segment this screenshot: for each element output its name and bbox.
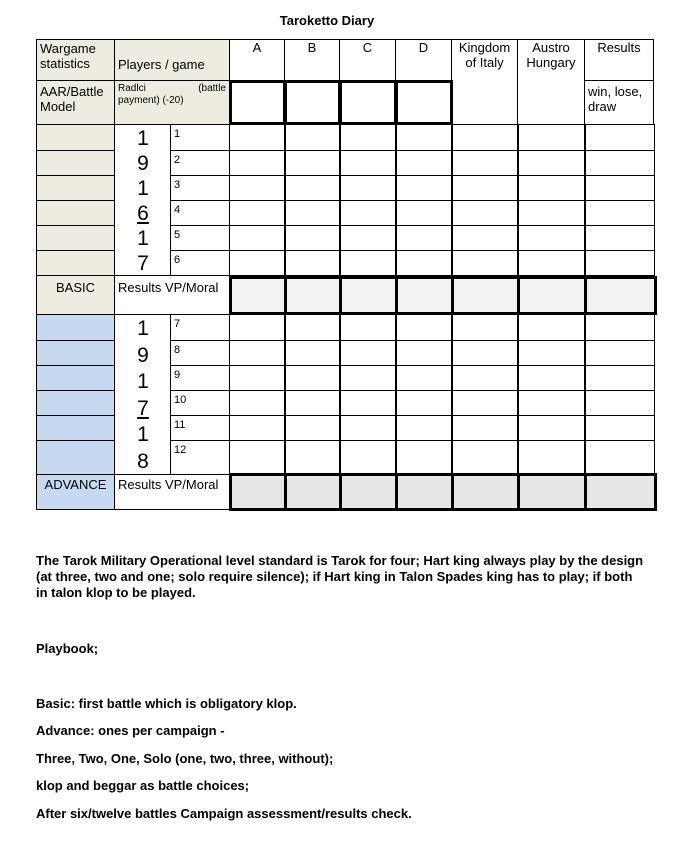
aar-cell-c[interactable] bbox=[339, 80, 397, 125]
entry-cell[interactable] bbox=[517, 175, 586, 201]
basic-results-cell[interactable] bbox=[517, 276, 588, 315]
basic-results-cell[interactable] bbox=[395, 276, 455, 315]
game-number: 11 bbox=[170, 415, 230, 441]
playbook-line-2: Advance: ones per campaign - bbox=[36, 723, 225, 738]
year-digit: 1 bbox=[137, 370, 149, 393]
entry-cell[interactable] bbox=[517, 200, 586, 226]
entry-cell[interactable] bbox=[284, 124, 341, 151]
page-title bbox=[0, 13, 684, 28]
entry-cell[interactable] bbox=[229, 250, 286, 276]
entry-cell[interactable] bbox=[517, 390, 586, 416]
basic_section-stat-cell[interactable] bbox=[36, 250, 115, 276]
entry-cell[interactable] bbox=[339, 225, 397, 251]
entry-cell[interactable] bbox=[517, 365, 586, 391]
advance-results-cell[interactable] bbox=[395, 473, 455, 511]
entry-cell[interactable] bbox=[451, 314, 519, 341]
basic-results-cell[interactable] bbox=[229, 276, 288, 315]
entry-cell[interactable] bbox=[339, 175, 397, 201]
entry-cell[interactable] bbox=[229, 225, 286, 251]
aar-cell-d[interactable] bbox=[395, 80, 453, 125]
entry-cell[interactable] bbox=[229, 314, 286, 341]
entry-cell[interactable] bbox=[229, 150, 286, 176]
entry-cell[interactable] bbox=[229, 175, 286, 201]
entry-cell[interactable] bbox=[584, 440, 655, 475]
entry-cell[interactable] bbox=[229, 340, 286, 366]
entry-cell[interactable] bbox=[584, 250, 655, 276]
entry-cell[interactable] bbox=[451, 200, 519, 226]
year-digit: 1 bbox=[137, 127, 149, 150]
year-digit: 7 bbox=[137, 252, 149, 275]
game-number: 12 bbox=[170, 440, 230, 475]
entry-cell[interactable] bbox=[517, 415, 586, 441]
advance_section-stat-cell[interactable] bbox=[36, 415, 115, 441]
entry-cell[interactable] bbox=[395, 124, 453, 151]
game-number: 4 bbox=[170, 200, 230, 226]
basic_section-year-column bbox=[114, 124, 171, 276]
advance_section-stat-cell[interactable] bbox=[36, 314, 115, 341]
entry-cell[interactable] bbox=[339, 390, 397, 416]
entry-cell[interactable] bbox=[229, 365, 286, 391]
results-note: win, lose, draw bbox=[584, 80, 654, 125]
aar-cell-b[interactable] bbox=[284, 80, 341, 125]
entry-cell[interactable] bbox=[517, 440, 586, 475]
entry-cell[interactable] bbox=[451, 365, 519, 391]
entry-cell[interactable] bbox=[229, 390, 286, 416]
entry-cell[interactable] bbox=[451, 175, 519, 201]
radlci-right: (battle bbox=[198, 83, 226, 94]
column-header-b: B bbox=[284, 39, 340, 81]
entry-cell[interactable] bbox=[339, 415, 397, 441]
entry-cell[interactable] bbox=[451, 390, 519, 416]
players-game-header: Players / game bbox=[114, 39, 230, 81]
game-number: 7 bbox=[170, 314, 230, 341]
aar-cell-a[interactable] bbox=[229, 80, 286, 125]
advance-results-label: Results VP/Moral bbox=[114, 474, 230, 510]
entry-cell[interactable] bbox=[584, 365, 655, 391]
entry-cell[interactable] bbox=[229, 440, 286, 475]
entry-cell[interactable] bbox=[451, 150, 519, 176]
game-number: 8 bbox=[170, 340, 230, 366]
advance_section-year-column bbox=[114, 314, 171, 475]
entry-cell[interactable] bbox=[284, 250, 341, 276]
radlci-line1 bbox=[118, 83, 226, 95]
entry-cell[interactable] bbox=[395, 390, 453, 416]
entry-cell[interactable] bbox=[395, 250, 453, 276]
entry-cell[interactable] bbox=[339, 124, 397, 151]
entry-cell[interactable] bbox=[395, 314, 453, 341]
entry-cell[interactable] bbox=[395, 225, 453, 251]
column-header-a: A bbox=[229, 39, 285, 81]
year-digit: 1 bbox=[137, 317, 149, 340]
year-digit: 1 bbox=[137, 227, 149, 250]
entry-cell[interactable] bbox=[339, 200, 397, 226]
playbook-line-3: Three, Two, One, Solo (one, two, three, without); bbox=[36, 751, 334, 766]
game-number: 9 bbox=[170, 365, 230, 391]
intro-paragraph: The Tarok Military Operational level standard is Tarok for four; Hart king always play by the design (at three, two and one; solo require silence); if Hart king in Talon Spades king has to play; if both in talon klop to be played. bbox=[36, 553, 644, 600]
game-number: 1 bbox=[170, 124, 230, 151]
column-header-austro-hungary: Austro Hungary bbox=[517, 39, 585, 125]
entry-cell[interactable] bbox=[451, 250, 519, 276]
game-number: 10 bbox=[170, 390, 230, 416]
entry-cell[interactable] bbox=[229, 200, 286, 226]
advance-results-cell[interactable] bbox=[339, 473, 399, 511]
entry-cell[interactable] bbox=[284, 390, 341, 416]
wargame-statistics-header: Wargame statistics bbox=[36, 39, 115, 81]
advance_section-stat-cell[interactable] bbox=[36, 440, 115, 475]
advance_section-stat-cell[interactable] bbox=[36, 390, 115, 416]
entry-cell[interactable] bbox=[395, 415, 453, 441]
entry-cell[interactable] bbox=[229, 415, 286, 441]
entry-cell[interactable] bbox=[395, 440, 453, 475]
year-digit: 7 bbox=[137, 396, 149, 420]
advance-results-cell[interactable] bbox=[517, 473, 588, 511]
year-digit: 1 bbox=[137, 423, 149, 446]
basic-results-cell[interactable] bbox=[339, 276, 399, 315]
advance-results-cell[interactable] bbox=[451, 473, 521, 511]
entry-cell[interactable] bbox=[517, 250, 586, 276]
entry-cell[interactable] bbox=[584, 225, 655, 251]
entry-cell[interactable] bbox=[584, 415, 655, 441]
entry-cell[interactable] bbox=[451, 340, 519, 366]
game-number: 3 bbox=[170, 175, 230, 201]
year-digit: 6 bbox=[137, 202, 149, 225]
game-number: 6 bbox=[170, 250, 230, 276]
entry-cell[interactable] bbox=[284, 340, 341, 366]
radlci-line2: payment) (-20) bbox=[118, 95, 184, 106]
entry-cell[interactable] bbox=[517, 340, 586, 366]
advance_section-stat-cell[interactable] bbox=[36, 365, 115, 391]
entry-cell[interactable] bbox=[284, 200, 341, 226]
entry-cell[interactable] bbox=[395, 340, 453, 366]
entry-cell[interactable] bbox=[451, 440, 519, 475]
entry-cell[interactable] bbox=[395, 365, 453, 391]
column-header-d: D bbox=[395, 39, 452, 81]
year-digit: 9 bbox=[137, 152, 149, 175]
basic_section-stat-cell[interactable] bbox=[36, 200, 115, 226]
year-digit: 8 bbox=[137, 449, 149, 473]
entry-cell[interactable] bbox=[284, 225, 341, 251]
basic_section-stat-cell[interactable] bbox=[36, 150, 115, 176]
entry-cell[interactable] bbox=[229, 124, 286, 151]
year-digit: 1 bbox=[137, 177, 149, 200]
basic-results-cell[interactable] bbox=[584, 276, 657, 315]
advance_section-stat-cell[interactable] bbox=[36, 340, 115, 366]
entry-cell[interactable] bbox=[284, 175, 341, 201]
game-number: 2 bbox=[170, 150, 230, 176]
radlci-cell bbox=[114, 80, 230, 125]
advance-results-cell[interactable] bbox=[284, 473, 343, 511]
advance-results-cell[interactable] bbox=[229, 473, 288, 511]
column-header-results: Results bbox=[584, 39, 654, 81]
basic-results-cell[interactable] bbox=[284, 276, 343, 315]
entry-cell[interactable] bbox=[395, 175, 453, 201]
basic_section-stat-cell[interactable] bbox=[36, 175, 115, 201]
entry-cell[interactable] bbox=[584, 390, 655, 416]
entry-cell[interactable] bbox=[517, 124, 586, 151]
basic-results-label: Results VP/Moral bbox=[114, 275, 230, 315]
basic_section-stat-cell[interactable] bbox=[36, 225, 115, 251]
entry-cell[interactable] bbox=[517, 150, 586, 176]
game-number: 5 bbox=[170, 225, 230, 251]
entry-cell[interactable] bbox=[339, 365, 397, 391]
playbook-line-1: Basic: first battle which is obligatory klop. bbox=[36, 696, 297, 711]
entry-cell[interactable] bbox=[339, 314, 397, 341]
entry-cell[interactable] bbox=[584, 314, 655, 341]
column-header-kingdom-of-italy: Kingdom of Italy bbox=[451, 39, 518, 125]
entry-cell[interactable] bbox=[284, 314, 341, 341]
entry-cell[interactable] bbox=[517, 225, 586, 251]
entry-cell[interactable] bbox=[451, 415, 519, 441]
entry-cell[interactable] bbox=[284, 440, 341, 475]
title-text: Taroketto Diary bbox=[279, 13, 375, 28]
entry-cell[interactable] bbox=[395, 200, 453, 226]
entry-cell[interactable] bbox=[451, 225, 519, 251]
advance-label: ADVANCE bbox=[36, 474, 115, 510]
entry-cell[interactable] bbox=[339, 440, 397, 475]
basic-label: BASIC bbox=[36, 275, 115, 315]
entry-cell[interactable] bbox=[339, 340, 397, 366]
entry-cell[interactable] bbox=[339, 250, 397, 276]
entry-cell[interactable] bbox=[517, 314, 586, 341]
entry-cell[interactable] bbox=[395, 150, 453, 176]
playbook-line-4: klop and beggar as battle choices; bbox=[36, 778, 250, 793]
entry-cell[interactable] bbox=[584, 200, 655, 226]
entry-cell[interactable] bbox=[339, 150, 397, 176]
playbook-line-5: After six/twelve battles Campaign assessment/results check. bbox=[36, 806, 412, 821]
entry-cell[interactable] bbox=[584, 150, 655, 176]
advance-results-cell[interactable] bbox=[584, 473, 657, 511]
entry-cell[interactable] bbox=[284, 415, 341, 441]
basic-results-cell[interactable] bbox=[451, 276, 521, 315]
basic_section-stat-cell[interactable] bbox=[36, 124, 115, 151]
playbook-heading: Playbook; bbox=[36, 641, 99, 656]
entry-cell[interactable] bbox=[584, 124, 655, 151]
aar-battle-model-label: AAR/Battle Model bbox=[36, 80, 115, 125]
column-header-c: C bbox=[339, 39, 396, 81]
year-digit: 9 bbox=[137, 343, 149, 367]
entry-cell[interactable] bbox=[451, 124, 519, 151]
entry-cell[interactable] bbox=[584, 175, 655, 201]
entry-cell[interactable] bbox=[284, 365, 341, 391]
radlci-left: Radlci bbox=[118, 83, 146, 94]
entry-cell[interactable] bbox=[584, 340, 655, 366]
entry-cell[interactable] bbox=[284, 150, 341, 176]
